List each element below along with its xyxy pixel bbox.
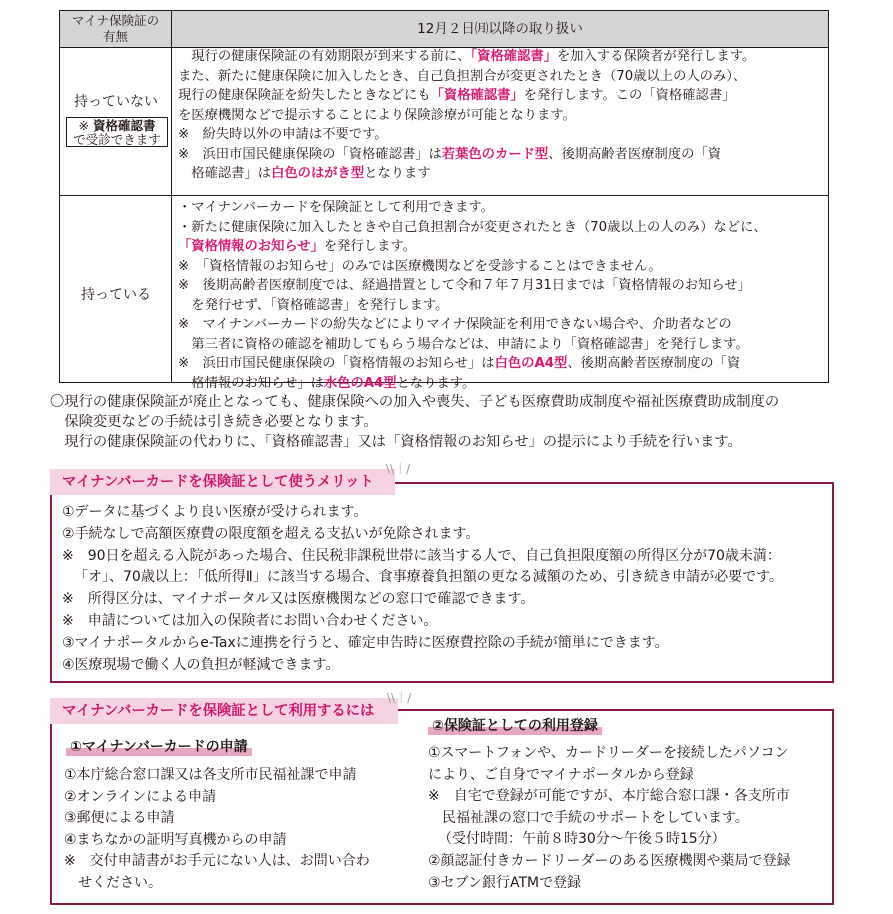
list-item: により、ご自身でマイナポータルから登録 bbox=[428, 766, 694, 783]
list-item: ※ 申請については加入の保険者にお問い合わせください。 bbox=[62, 612, 438, 629]
usage-title: マイナンバーカードを保険証として利用するには bbox=[50, 698, 398, 724]
list-item: ※ 交付申請書がお手元にない人は、お問い合わ bbox=[64, 853, 370, 870]
list-item: ※ 自宅で登録が可能ですが、本庁総合窓口課・各支所市 bbox=[428, 788, 790, 805]
certificate-badge: ※ 資格確認書 で受診できます bbox=[66, 117, 168, 147]
list-item: ※ 90日を超える入院があった場合、住民税非課税世帯に該当する人で、自己負担限度額の所得区分が70歳未満： bbox=[62, 547, 781, 564]
list-item: ①本庁総合窓口課又は各支所市民福祉課で申請 bbox=[64, 767, 357, 783]
list-item: ①スマートフォンや、カードリーダーを接続したパソコン bbox=[428, 745, 789, 761]
list-item: ③郵便による申請 bbox=[64, 810, 175, 827]
benefits-list bbox=[62, 502, 783, 676]
apply-list bbox=[64, 765, 370, 895]
list-item: ③マイナポータルからe-Taxに連携を行うと、確定申告時に医療費控除の手続が簡単にできます。 bbox=[62, 634, 669, 651]
row-label-cell bbox=[60, 196, 172, 382]
insurance-table bbox=[59, 10, 829, 391]
register-heading: ②保険証としての利用登録 bbox=[428, 717, 602, 735]
row-content: 現行の健康保険証の有効期限が到来する前に、「資格確認書」を加入する保険者が発行します。 また、新たに健康保険に加入したとき、自己負担割合が変更されたとき（70歳以上の人のみ）、 現行の健康保険証を紛失したときなどにも「資格確認書」を発行します。この「資格確認書」 を医療機関などで提示することにより保険診療が可能となります。 ※ 紛失時以外の申請は不要です。 ※ 浜田市国民健康保険の「資格確認書」は若葉色のカード型、後期高齢者医療制度の「資 格確認書」は白色のはがき型となります bbox=[178, 49, 756, 181]
list-item: ②顔認証付きカードリーダーのある医療機関や薬局で登録 bbox=[428, 852, 791, 869]
header-right: 12月２日㈪以降の取り扱い bbox=[417, 21, 583, 37]
table-row-with bbox=[60, 196, 828, 391]
sparkle-icon: \\｜/ bbox=[387, 691, 412, 705]
row-label: 持っている bbox=[81, 287, 151, 303]
benefits-title: マイナンバーカードを保険証として使うメリット bbox=[50, 469, 395, 495]
list-item: 民福祉課の窓口で手続のサポートをしています。 bbox=[428, 809, 749, 826]
list-item: ②オンラインによる申請 bbox=[64, 788, 217, 805]
register-list bbox=[428, 743, 791, 894]
list-item: ※ 所得区分は、マイナポータル又は医療機関などの窓口で確認できます。 bbox=[62, 591, 535, 608]
row-label: 持っていない bbox=[74, 94, 158, 110]
header-left: マイナ保険証の 有無 bbox=[60, 11, 172, 47]
list-item: ①データに基づくより良い医療が受けられます。 bbox=[62, 504, 368, 520]
table-header bbox=[60, 11, 828, 48]
procedure-notes: 〇現行の健康保険証が廃止となっても、健康保険への加入や喪失、子ども医療費助成制度や福祉医療費助成制度の 保険変更などの手続は引き続き必要となります。 現行の健康保険証の代わりに、「資格確認書」又は「資格情報のお知らせ」の提示により手続を行います。 bbox=[50, 394, 780, 450]
list-item: ③セブン銀行ATMで登録 bbox=[428, 874, 582, 891]
row-content: ・マイナンバーカードを保険証として利用できます。 ・新たに健康保険に加入したときや自己負担割合が変更されたとき（70歳以上の人のみ）などに、 「資格情報のお知らせ」を発行します。 ※ 「資格情報のお知らせ」のみでは医療機関などを受診することはできません。 ※ 後期高齢者医療制度では、経過措置として令和７年７月31日までは「資格情報のお知らせ」 を発行せず、「資格確認書」を発行します。 ※ マイナンバーカードの紛失などによりマイナ保険証を利用できない場合や、介助者などの 第三者に資格の確認を補助してもらう場合などは、申請により「資格確認書」を発行します。 ※ 浜田市国民健康保険の「資格情報のお知らせ」は白色のA4型、後期高齢者医療制度の「資 格情報のお知らせ」は水色のA4型となります。 bbox=[178, 200, 767, 391]
table-row-without bbox=[60, 47, 828, 196]
list-item: ④まちなかの証明写真機からの申請 bbox=[64, 831, 287, 848]
list-item: （受付時間：午前８時30分～午後５時15分） bbox=[438, 831, 726, 848]
sparkle-icon: \\｜/ bbox=[386, 462, 411, 476]
list-item: ④医療現場で働く人の負担が軽減できます。 bbox=[62, 656, 340, 673]
list-item: ②手続なしで高額医療費の限度額を超える支払いが免除されます。 bbox=[62, 525, 480, 542]
list-item: せください。 bbox=[64, 874, 162, 891]
row-label-cell bbox=[60, 47, 172, 195]
apply-heading: ①マイナンバーカードの申請 bbox=[66, 738, 252, 756]
list-item: 「オ」、70歳以上：「低所得Ⅱ」に該当する場合、食事療養負担額の更なる減額のため、引き続き申請が必要です。 bbox=[74, 569, 784, 586]
